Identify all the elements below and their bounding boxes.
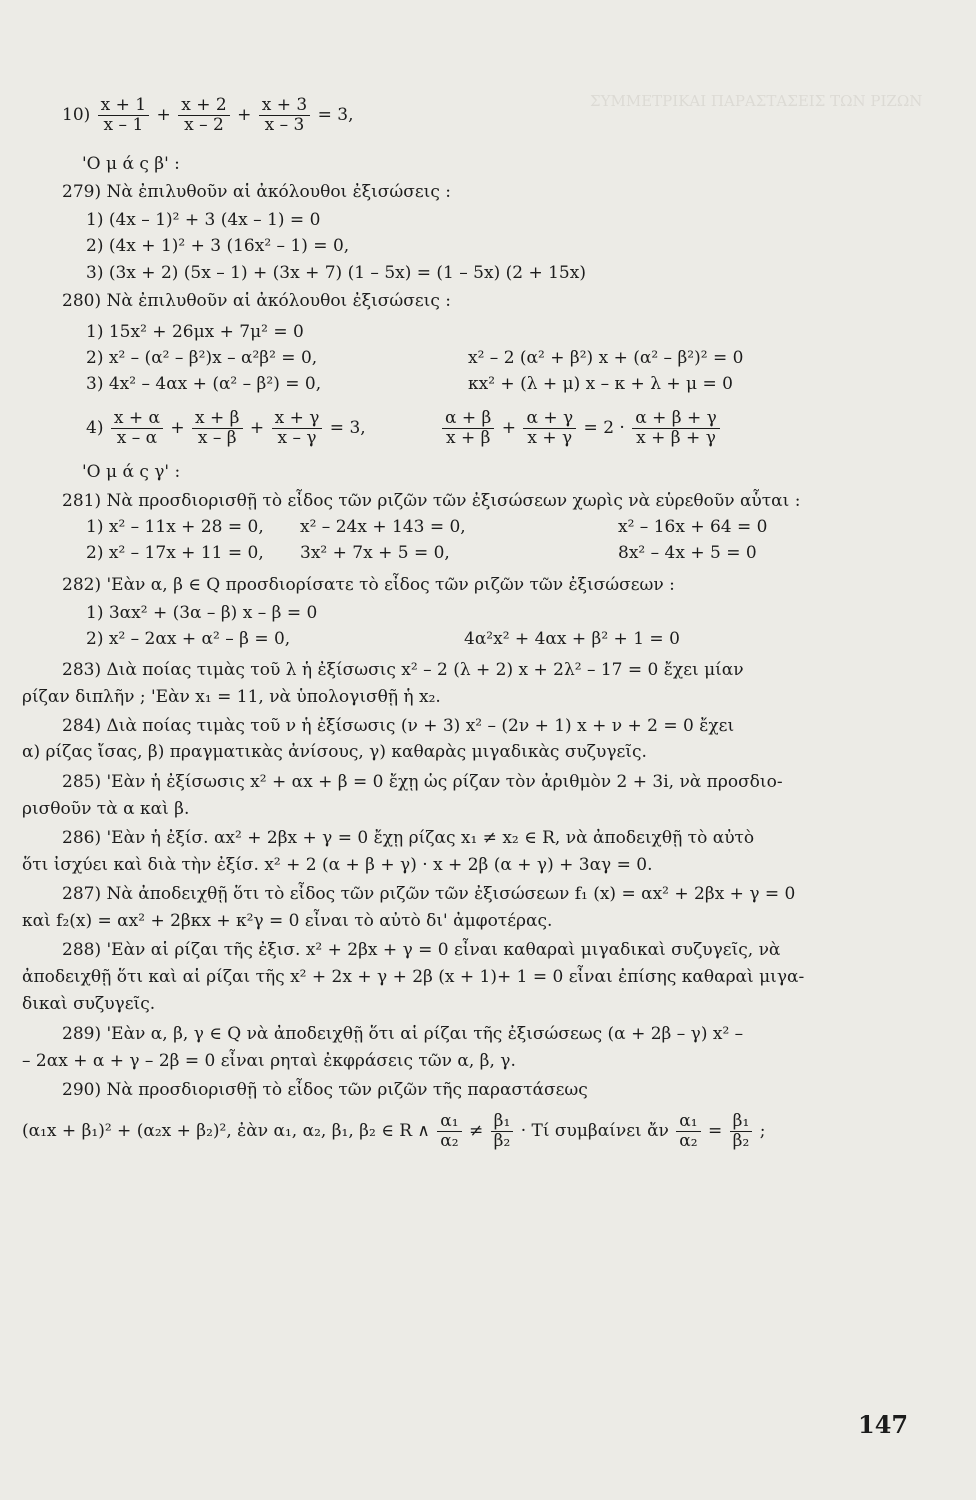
problem-286-line1: 286) 'Εὰν ἡ ἐξίσ. αx² + 2βx + γ = 0 ἔχῃ ρίζας x₁ ≠ x₂ ∈ R, νὰ ἀποδειχθῇ τὸ αὐτὸ xyxy=(62,828,755,848)
problem-280-eq2b: x² – 2 (α² + β²) x + (α² – β²)² = 0 xyxy=(468,348,744,368)
bleed-through-text: ΣΥΜΜΕΤΡΙΚΑΙ ΠΑΡΑΣΤΑΣΕΙΣ ΤΩΝ ΡΙΖΩΝ xyxy=(590,92,923,110)
problem-287-line2: καὶ f₂(x) = αx² + 2βκx + κ²γ = 0 εἶναι τὸ αὐτὸ δι' ἀμφοτέρας. xyxy=(22,911,553,931)
problem-280-eq3b: κx² + (λ + μ) x – κ + λ + μ = 0 xyxy=(468,374,733,394)
problem-279-eq2: 2) (4x + 1)² + 3 (16x² – 1) = 0, xyxy=(86,236,350,256)
problem-284-line2: α) ρίζας ἴσας, β) πραγματικὰς ἀνίσους, γ) καθαρὰς μιγαδικὰς συζυγεῖς. xyxy=(22,742,647,762)
fraction: $\frac{x + 1}{x - 1}$ xyxy=(98,96,149,135)
fraction: $\frac{x + 3}{x - 3}$ xyxy=(259,96,310,135)
eq10-label: 10) xyxy=(62,105,91,125)
fraction: $\frac{x + \alpha}{x - \alpha}$ xyxy=(111,409,163,448)
fraction: $\frac{\text{α₁}}{\text{α₂}}$ xyxy=(676,1112,700,1151)
problem-280-eq4b: $\frac{\alpha + \beta}{x + \beta}$ + $\frac{\alpha + \gamma}{x + \gamma}$ = 2 · $\frac{\alpha + \beta + \gamma}{x + \beta + \gamma}$ xyxy=(440,409,722,448)
problem-281-eq1c: x² – 16x + 64 = 0 xyxy=(618,517,768,537)
problem-282-title: 282) 'Εὰν α, β ∈ Q προσδιορίσατε τὸ εἶδος τῶν ριζῶν τῶν ἐξισώσεων : xyxy=(62,575,675,595)
eq10: 10) $\frac{x + 1}{x - 1}$ + $\frac{x + 2}{x - 2}$ + $\frac{x + 3}{x - 3}$ = 3, xyxy=(62,95,354,135)
problem-281-title: 281) Νὰ προσδιορισθῇ τὸ εἶδος τῶν ριζῶν τῶν ἐξισώσεων χωρὶς νὰ εὑρεθοῦν αὗται : xyxy=(62,491,801,511)
problem-280-eq2a: 2) x² – (α² – β²)x – α²β² = 0, xyxy=(86,348,318,368)
problem-281-eq2a: 2) x² – 17x + 11 = 0, xyxy=(86,543,264,563)
problem-282-eq2a: 2) x² – 2αx + α² – β = 0, xyxy=(86,629,291,649)
problem-282-eq1: 1) 3αx² + (3α – β) x – β = 0 xyxy=(86,603,318,623)
problem-288-line1: 288) 'Εὰν αἱ ρίζαι τῆς ἐξισ. x² + 2βx + γ = 0 εἶναι καθαραὶ μιγαδικαὶ συζυγεῖς, νὰ xyxy=(62,940,781,960)
problem-288-line2: ἀποδειχθῇ ὅτι καὶ αἱ ρίζαι τῆς x² + 2x + γ + 2β (x + 1)+ 1 = 0 εἶναι ἐπίσης καθαραὶ μιγα- xyxy=(22,967,805,987)
fraction: $\frac{x + \beta}{x - \beta}$ xyxy=(192,409,242,448)
problem-283-line1: 283) Διὰ ποίας τιμὰς τοῦ λ ἡ ἐξίσωσις x² – 2 (λ + 2) x + 2λ² – 17 = 0 ἔχει μίαν xyxy=(62,660,744,680)
problem-279-title: 279) Νὰ ἐπιλυθοῦν αἱ ἀκόλουθοι ἐξισώσεις : xyxy=(62,182,451,202)
fraction: $\frac{\text{β₁}}{\text{β₂}}$ xyxy=(491,1112,514,1151)
group-c-heading: 'Ο μ ά ς γ' : xyxy=(82,462,181,482)
problem-283-line2: ρίζαν διπλῆν ; 'Εὰν x₁ = 11, νὰ ὑπολογισθῇ ἡ x₂. xyxy=(22,687,441,707)
problem-288-line3: δικαὶ συζυγεῖς. xyxy=(22,994,156,1014)
problem-285-line1: 285) 'Εὰν ἡ ἐξίσωσις x² + αx + β = 0 ἔχῃ ὡς ρίζαν τὸν ἀριθμὸν 2 + 3i, νὰ προσδιο- xyxy=(62,772,783,792)
page-number: 147 xyxy=(858,1410,909,1439)
problem-280-eq3a: 3) 4x² – 4αx + (α² – β²) = 0, xyxy=(86,374,322,394)
problem-282-eq2b: 4α²x² + 4αx + β² + 1 = 0 xyxy=(464,629,680,649)
fraction: $\frac{x + \gamma}{x - \gamma}$ xyxy=(272,409,323,448)
problem-285-line2: ρισθοῦν τὰ α καὶ β. xyxy=(22,799,190,819)
problem-289-line2: – 2αx + α + γ – 2β = 0 εἶναι ρηταὶ ἐκφράσεις τῶν α, β, γ. xyxy=(22,1051,516,1071)
problem-284-line1: 284) Διὰ ποίας τιμὰς τοῦ ν ἡ ἐξίσωσις (ν + 3) x² – (2ν + 1) x + ν + 2 = 0 ἔχει xyxy=(62,716,735,736)
fraction: $\frac{\alpha + \beta + \gamma}{x + \beta + \gamma}$ xyxy=(632,409,720,448)
problem-287-line1: 287) Νὰ ἀποδειχθῇ ὅτι τὸ εἶδος τῶν ριζῶν τῶν ἐξισώσεων f₁ (x) = αx² + 2βx + γ = 0 xyxy=(62,884,796,904)
problem-281-eq2c: 8x² – 4x + 5 = 0 xyxy=(618,543,757,563)
problem-279-eq1: 1) (4x – 1)² + 3 (4x – 1) = 0 xyxy=(86,210,321,230)
problem-281-eq1a: 1) x² – 11x + 28 = 0, xyxy=(86,517,264,537)
problem-289-line1: 289) 'Εὰν α, β, γ ∈ Q νὰ ἀποδειχθῇ ὅτι αἱ ρίζαι τῆς ἐξισώσεως (α + 2β – γ) x² – xyxy=(62,1024,744,1044)
fraction: $\frac{\alpha + \beta}{x + \beta}$ xyxy=(442,409,494,448)
fraction: $\frac{x + 2}{x - 2}$ xyxy=(178,96,229,135)
problem-290-title: 290) Νὰ προσδιορισθῇ τὸ εἶδος τῶν ριζῶν τῆς παραστάσεως xyxy=(62,1080,588,1100)
fraction: $\frac{\text{β₁}}{\text{β₂}}$ xyxy=(730,1112,753,1151)
fraction: $\frac{\text{α₁}}{\text{α₂}}$ xyxy=(437,1112,461,1151)
problem-280-title: 280) Νὰ ἐπιλυθοῦν αἱ ἀκόλουθοι ἐξισώσεις : xyxy=(62,291,451,311)
problem-279-eq3: 3) (3x + 2) (5x – 1) + (3x + 7) (1 – 5x) = (1 – 5x) (2 + 15x) xyxy=(86,263,586,283)
problem-281-eq2b: 3x² + 7x + 5 = 0, xyxy=(300,543,450,563)
problem-281-eq1b: x² – 24x + 143 = 0, xyxy=(300,517,466,537)
problem-286-line2: ὅτι ἰσχύει καὶ διὰ τὴν ἐξίσ. x² + 2 (α + β + γ) · x + 2β (α + γ) + 3αγ = 0. xyxy=(22,855,653,875)
problem-280-eq1: 1) 15x² + 26μx + 7μ² = 0 xyxy=(86,322,304,342)
group-b-heading: 'Ο μ ά ς β' : xyxy=(82,154,180,174)
problem-290-expression: (α₁x + β₁)² + (α₂x + β₂)², ἐὰν α₁, α₂, β₁, β₂ ∈ R ∧ $\frac{\text{α₁}}{\text{α₂}}$ ≠ $\frac{\text{β₁}}{\text{β₂}}$ · Τί συμβαίνει ἄν $\frac{\text{α₁}}{\text{α₂}}$ = $\frac{\text{β₁}}{\text{β₂}}$ ; xyxy=(22,1111,766,1151)
fraction: $\frac{\alpha + \gamma}{x + \gamma}$ xyxy=(523,409,576,448)
problem-280-eq4: 4) $\frac{x + \alpha}{x - \alpha}$ + $\frac{x + \beta}{x - \beta}$ + $\frac{x + \gamma}{x - \gamma}$ = 3, xyxy=(86,408,366,448)
